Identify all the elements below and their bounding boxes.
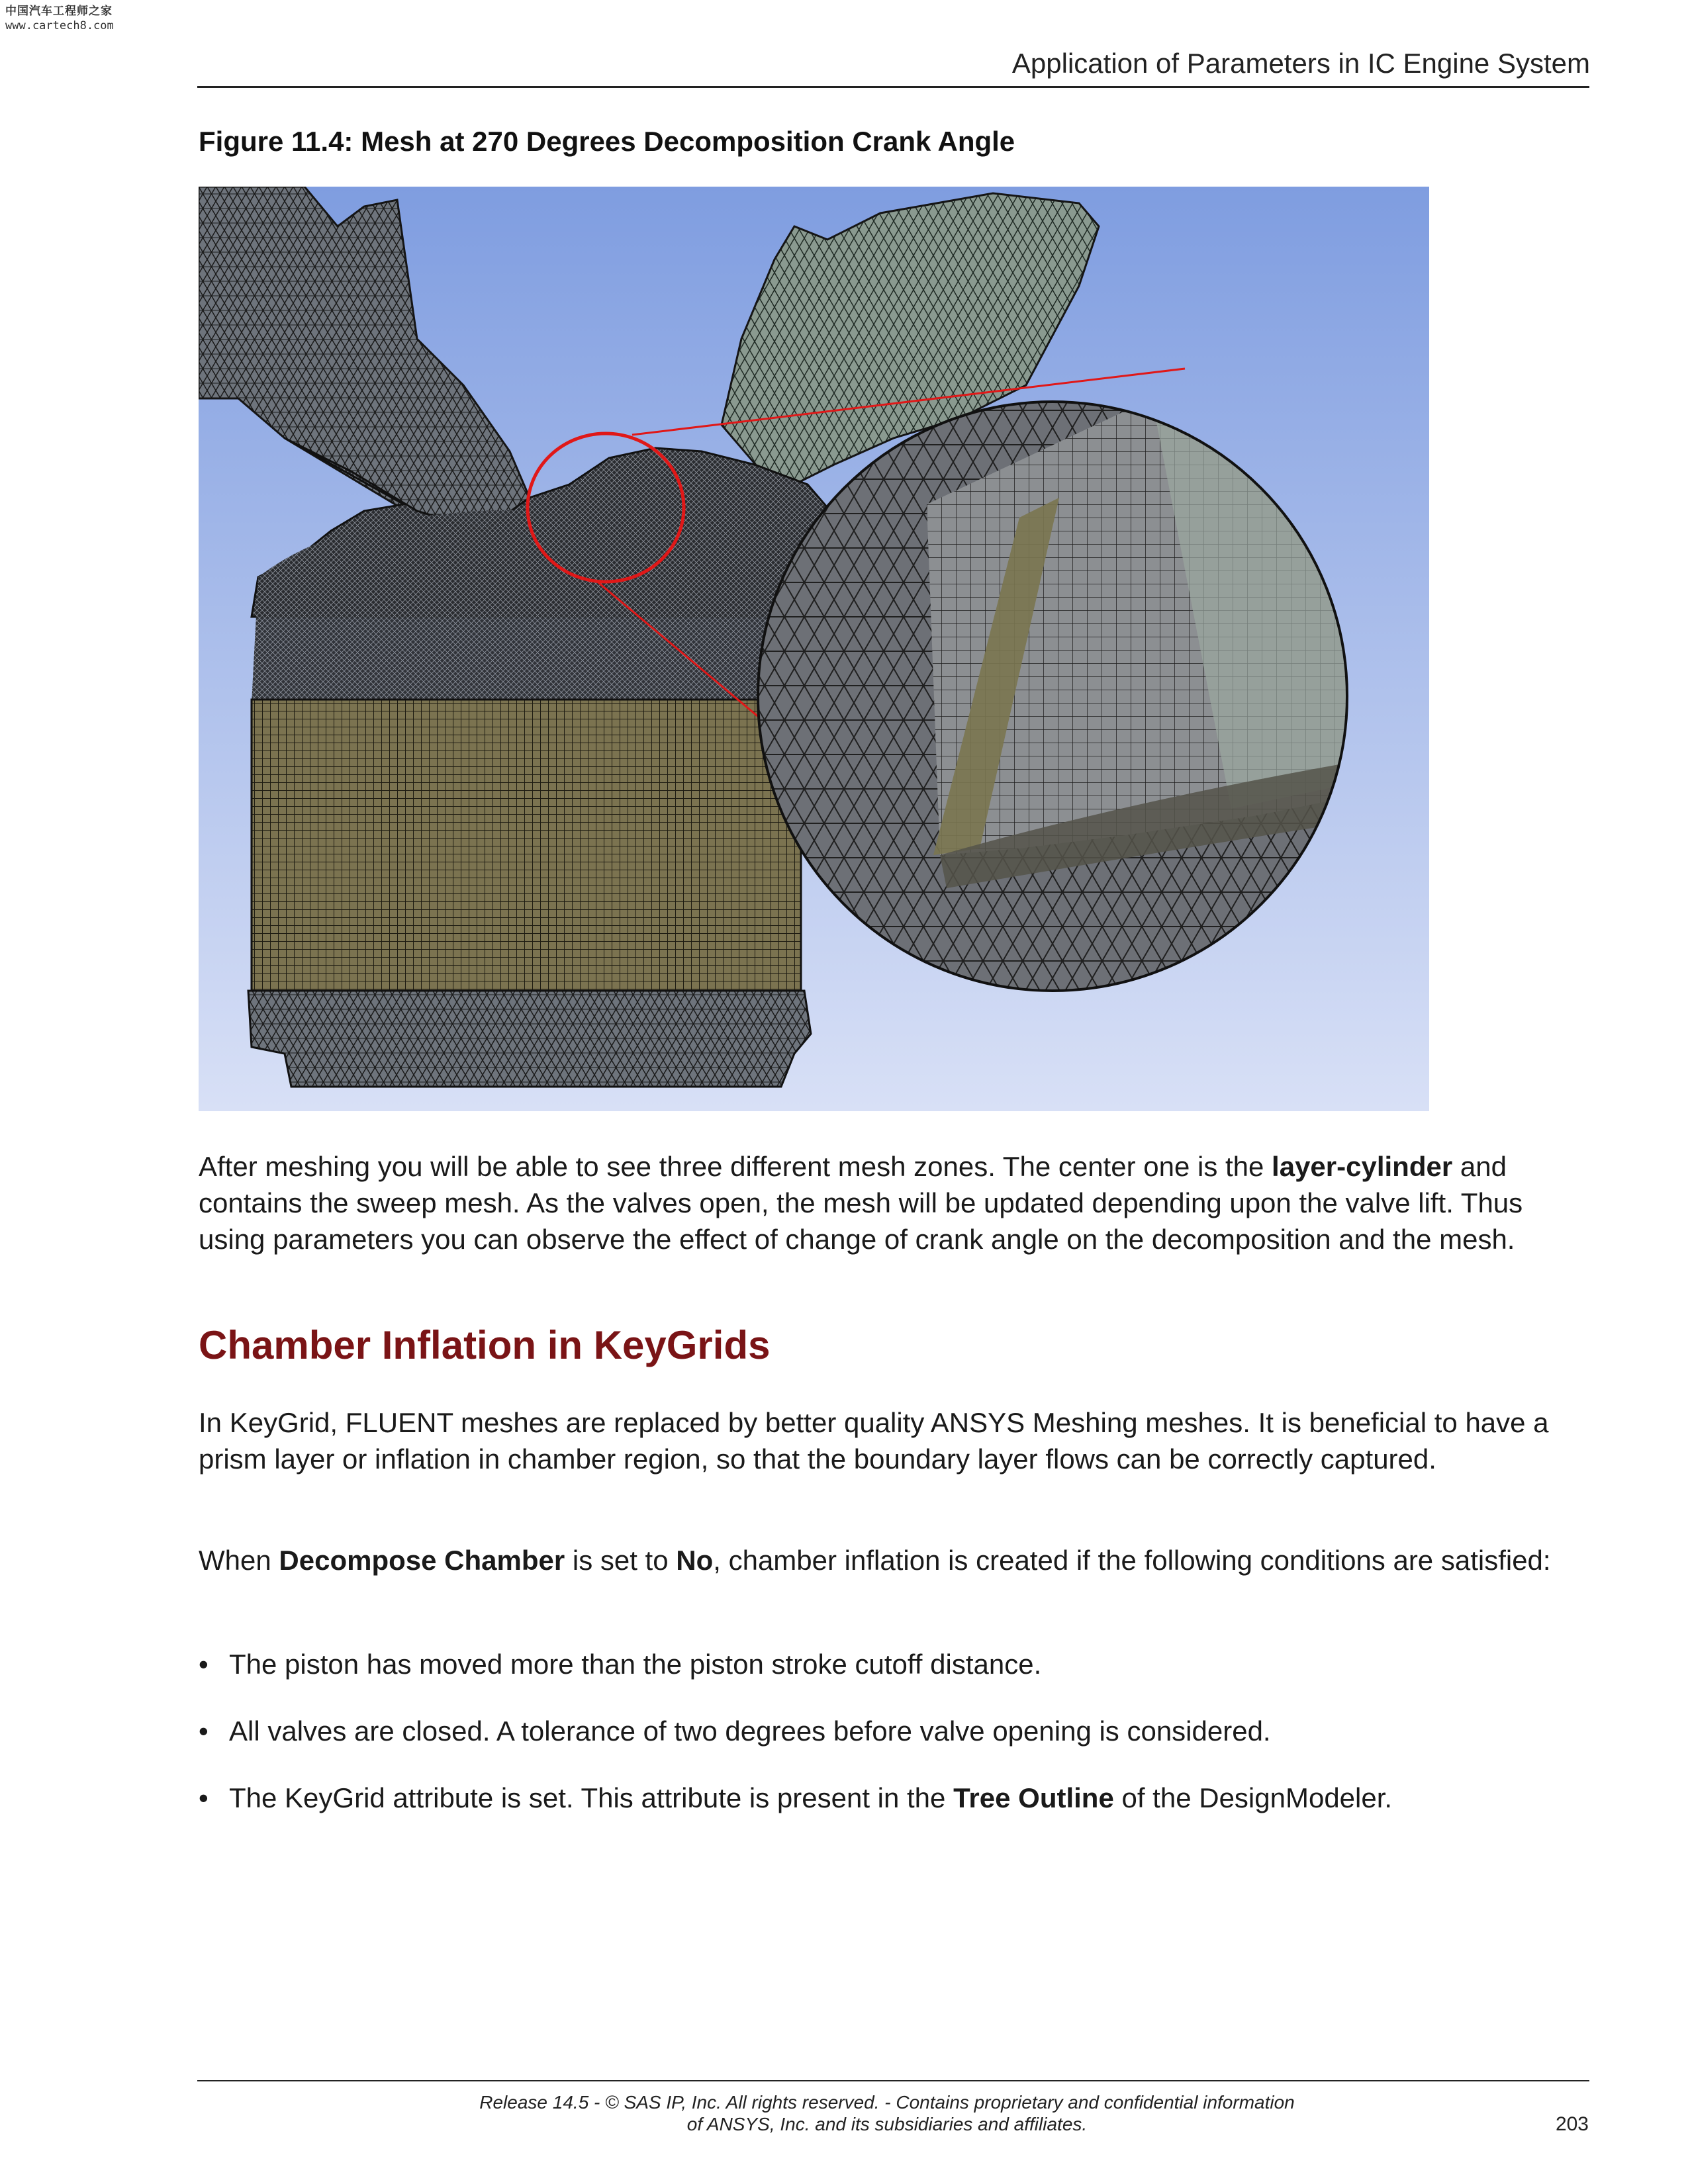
page-number: 203: [1555, 2113, 1589, 2135]
bullet-text-part-1: The KeyGrid attribute is set. This attribute is present in the: [229, 1782, 954, 1813]
footer-line-2: of ANSYS, Inc. and its subsidiaries and affiliates.: [686, 2114, 1088, 2134]
term-no: No: [676, 1545, 714, 1576]
term-decompose-chamber: Decompose Chamber: [279, 1545, 565, 1576]
bullet-marker: •: [199, 1782, 209, 1813]
paragraph-mesh-zones-text-2: and contains the sweep mesh. As the valves open, the mesh will be updated depending upon the valve lift. Thus using parameters you can observe the effect of change of crank angle on the decomposition and the mesh.: [199, 1151, 1523, 1255]
section-heading: Chamber Inflation in KeyGrids: [199, 1323, 771, 1367]
paragraph-conditions-text-1: When: [199, 1545, 279, 1576]
paragraph-conditions-text-3: , chamber inflation is created if the following conditions are satisfied:: [713, 1545, 1551, 1576]
piston-region-mesh: [248, 991, 811, 1087]
layer-cylinder-mesh: [252, 700, 801, 991]
bullet-marker: •: [199, 1715, 209, 1747]
paragraph-mesh-zones-text-1: After meshing you will be able to see three different mesh zones. The center one is the: [199, 1151, 1272, 1182]
footer-line-1: Release 14.5 - © SAS IP, Inc. All rights reserved. - Contains proprietary and confidential information: [479, 2092, 1295, 2113]
term-layer-cylinder: layer-cylinder: [1272, 1151, 1453, 1182]
bullet-text-part-2: of the DesignModeler.: [1113, 1782, 1393, 1813]
paragraph-conditions-text-2: is set to: [565, 1545, 677, 1576]
bullet-text: The piston has moved more than the piston stroke cutoff distance.: [229, 1649, 1042, 1680]
watermark: [5, 4, 114, 33]
running-head: Application of Parameters in IC Engine System: [1011, 48, 1590, 79]
paragraph-conditions-intro: [199, 1542, 1575, 1578]
bullet-marker: •: [199, 1649, 209, 1680]
term-tree-outline: Tree Outline: [953, 1782, 1114, 1813]
mesh-figure: [199, 187, 1429, 1111]
bullet-text: [229, 1780, 1392, 1816]
footer-copyright: [371, 2091, 1403, 2135]
footer-rule: [197, 2080, 1589, 2081]
figure-caption: Figure 11.4: Mesh at 270 Degrees Decomposition Crank Angle: [199, 126, 1015, 157]
bullet-text: All valves are closed. A tolerance of two degrees before valve opening is considered.: [229, 1715, 1271, 1747]
header-rule: [197, 86, 1589, 88]
paragraph-mesh-zones: [199, 1148, 1575, 1257]
watermark-chinese: 中国汽车工程师之家: [5, 5, 113, 18]
paragraph-keygrid: In KeyGrid, FLUENT meshes are replaced by better quality ANSYS Meshing meshes. It is beneficial to have a prism layer or inflation in chamber region, so that the boundary layer flows can be correctly captured.: [199, 1407, 1549, 1475]
watermark-url: www.cartech8.com: [5, 19, 114, 32]
